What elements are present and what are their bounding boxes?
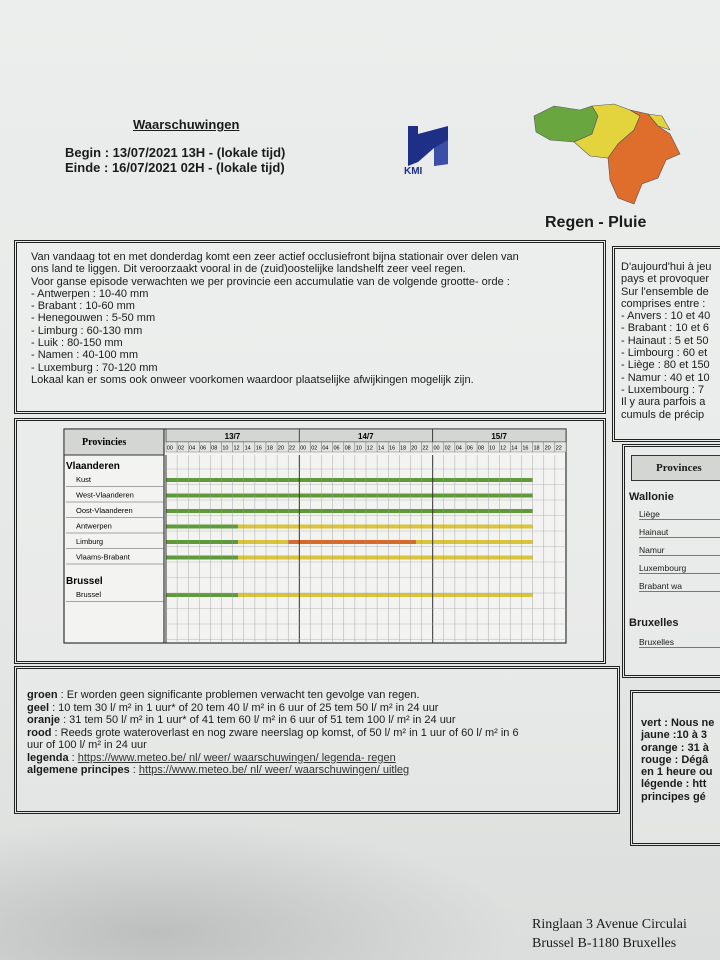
- warning-bar-geel: [238, 556, 532, 560]
- legend-fr-line: rouge : Dégâ: [641, 753, 709, 766]
- hour-label: 02: [311, 445, 318, 452]
- legend-geel: geel : 10 tem 30 l/ m² in 1 uur* of 20 tem 40 l/ m² in 6 uur of 25 tem 50 l/ m² in 24 uur: [27, 701, 439, 714]
- description-fr-line: - Namur : 40 et 10: [621, 371, 710, 384]
- provinces-header: Provinces: [631, 455, 720, 481]
- description-fr-line: Il y aura parfois a: [621, 396, 706, 409]
- warning-bar-groen: [166, 556, 238, 560]
- group-label-fr: Wallonie: [629, 491, 674, 503]
- end-time: Einde : 16/07/2021 02H - (lokale tijd): [65, 160, 285, 175]
- hour-label: 14: [377, 445, 385, 452]
- legend-box-fr: [630, 690, 720, 846]
- province-label: West-Vlaanderen: [76, 490, 134, 500]
- hour-label: 20: [411, 445, 418, 452]
- belgium-warning-map-icon: [530, 100, 690, 210]
- hour-label: 06: [466, 445, 473, 452]
- hour-label: 10: [489, 445, 496, 452]
- day-label: 15/7: [491, 432, 507, 441]
- page-title: Waarschuwingen: [133, 117, 240, 132]
- hour-label: 14: [511, 445, 518, 452]
- legend-fr-line: vert : Nous ne: [641, 717, 715, 729]
- hour-label: 14: [244, 445, 251, 452]
- province-label-fr: Luxembourg: [639, 563, 720, 574]
- hour-label: 12: [233, 445, 240, 452]
- warning-bar-groen: [166, 509, 533, 513]
- hour-label: 20: [277, 445, 285, 452]
- legend-fr: [641, 717, 714, 803]
- hour-label: 20: [544, 445, 551, 452]
- legend-fr-line: principes gé: [641, 790, 706, 803]
- hour-label: 00: [300, 445, 307, 452]
- province-label-fr: Bruxelles: [639, 637, 720, 648]
- hour-label: 10: [222, 445, 229, 452]
- timeline-chart-nl: [64, 429, 574, 653]
- warning-bar-groen: [166, 478, 533, 482]
- description-nl-line: Voor ganse episode verwachten we per provincie een accumulatie van de volgende grootte- orde :: [31, 275, 510, 288]
- description-nl-line: ons land te liggen. Dit veroorzaakt vooral in de (zuid)oostelijke landshelft zeer veel regen.: [31, 263, 466, 276]
- description-fr-line: - Liège : 80 et 150: [621, 359, 710, 372]
- description-fr-line: pays et provoquer: [621, 273, 710, 286]
- hour-label: 22: [289, 445, 296, 452]
- description-nl-line: - Antwerpen : 10-40 mm: [31, 287, 149, 300]
- description-fr-line: - Hainaut : 5 et 50: [621, 334, 709, 347]
- legend-groen: groen : Er worden geen significante problemen verwacht ten gevolge van regen.: [27, 689, 420, 701]
- province-label: Vlaams-Brabant: [76, 552, 130, 562]
- legend-fr-line: orange : 31 à: [641, 741, 709, 754]
- warning-bar-geel: [238, 540, 288, 544]
- address-line-1: Ringlaan 3 Avenue Circulai: [532, 917, 687, 932]
- hour-label: 04: [189, 445, 196, 452]
- legend-rood-cont: uur of 100 l/ m² in 24 uur: [27, 739, 147, 751]
- legend-nl: [27, 689, 519, 777]
- group-label: Vlaanderen: [66, 461, 120, 472]
- province-label: Brussel: [76, 590, 102, 599]
- legend-fr-line: légende : htt: [641, 778, 707, 791]
- description-fr-line: - Anvers : 10 et 40: [621, 310, 711, 323]
- province-label: Antwerpen: [76, 521, 112, 531]
- description-nl-line: - Luxemburg : 70-120 mm: [31, 361, 158, 374]
- description-nl-line: - Luik : 80-150 mm: [31, 337, 123, 350]
- hour-label: 00: [166, 445, 173, 452]
- description-fr-line: - Brabant : 10 et 6: [621, 322, 710, 335]
- legend-legenda: legenda : https://www.meteo.be/ nl/ weer/ waarschuwingen/ legenda- regen: [27, 751, 396, 764]
- hour-label: 08: [344, 445, 351, 452]
- province-label-fr: Namur: [639, 545, 720, 556]
- timeline-box-fr: [622, 444, 720, 678]
- hour-label: 06: [200, 445, 207, 452]
- province-label-fr: Hainaut: [639, 527, 720, 538]
- address: [532, 915, 687, 953]
- province-label-fr: Liège: [639, 509, 720, 520]
- hour-label: 08: [211, 445, 218, 452]
- description-nl-line: - Limburg : 60-130 mm: [31, 324, 143, 337]
- hour-label: 18: [400, 445, 407, 452]
- hour-label: 02: [444, 445, 451, 452]
- province-label: Oost-Vlaanderen: [76, 506, 133, 515]
- hour-label: 22: [555, 445, 562, 452]
- hour-label: 16: [389, 445, 396, 452]
- group-label-fr: Bruxelles: [629, 617, 679, 629]
- legend-fr-line: jaune :10 à 3: [641, 729, 708, 742]
- principes-link[interactable]: https://www.meteo.be/ nl/ weer/ waarschuwingen/ uitleg: [138, 764, 410, 776]
- description-box-fr: [612, 246, 720, 442]
- description-fr-line: comprises entre :: [621, 297, 706, 310]
- description-nl-line: Lokaal kan er soms ook onweer voorkomen waardoor plaatselijke afwijkingen mogelijk zijn.: [31, 373, 474, 386]
- province-label-fr: Brabant wa: [639, 581, 720, 592]
- day-label: 14/7: [358, 432, 374, 441]
- description-nl-line: Van vandaag tot en met donderdag komt een zeer actief occlusiefront bijna stationair over delen van: [31, 251, 519, 263]
- hour-label: 04: [455, 445, 462, 452]
- warning-bar-groen: [166, 494, 533, 498]
- warning-bar-groen: [166, 540, 238, 544]
- hour-label: 12: [366, 445, 373, 452]
- description-nl-line: - Namen : 40-100 mm: [31, 349, 138, 362]
- hour-label: 06: [333, 445, 340, 452]
- warning-period: [65, 145, 285, 175]
- description-box-nl: [14, 240, 606, 414]
- hour-label: 12: [500, 445, 507, 452]
- hour-label: 00: [433, 445, 440, 452]
- description-text-nl: [31, 251, 519, 386]
- province-label: Kust: [76, 475, 92, 484]
- hour-label: 16: [522, 445, 529, 452]
- warning-bar-geel: [238, 525, 532, 529]
- legenda-link[interactable]: https://www.meteo.be/ nl/ weer/ waarschuwingen/ legenda- regen: [77, 751, 396, 764]
- hour-label: 18: [533, 445, 540, 452]
- province-label: Limburg: [76, 537, 104, 546]
- group-label: Brussel: [66, 576, 103, 587]
- legend-rood: rood : Reeds grote wateroverlast en nog zware neerslag op komst, of 50 l/ m² in 1 uur of 60 l/ m² in 6: [27, 726, 519, 739]
- shadow: [0, 820, 520, 960]
- warning-bar-oranje: [288, 540, 416, 544]
- description-fr-line: - Limbourg : 60 et: [621, 347, 708, 360]
- provincies-header: Provincies: [82, 437, 127, 448]
- legend-principes: algemene principes : https://www.meteo.be/ nl/ weer/ waarschuwingen/ uitleg: [27, 764, 410, 776]
- legend-fr-line: en 1 heure ou: [641, 766, 713, 779]
- begin-time: Begin : 13/07/2021 13H - (lokale tijd): [65, 145, 286, 160]
- hour-label: 16: [255, 445, 262, 452]
- description-nl-line: - Brabant : 10-60 mm: [31, 300, 135, 313]
- description-fr-line: D'aujourd'hui à jeu: [621, 261, 712, 273]
- warning-bar-geel: [416, 540, 533, 544]
- description-fr-line: - Luxembourg : 7: [621, 383, 705, 396]
- day-label: 13/7: [224, 432, 241, 441]
- timeline-list-fr: [625, 447, 720, 675]
- warning-bar-geel: [238, 593, 532, 597]
- legend-oranje: oranje : 31 tem 50 l/ m² in 1 uur* of 41 tem 60 l/ m² in 6 uur of 51 tem 100 l/ m² in 24 uur: [27, 714, 456, 726]
- hour-label: 04: [322, 445, 329, 452]
- hour-label: 22: [422, 445, 429, 452]
- hour-label: 18: [266, 445, 273, 452]
- legend-box-nl: [14, 666, 620, 814]
- description-text-fr: [621, 261, 711, 421]
- hour-label: 10: [355, 445, 362, 452]
- hour-label: 02: [177, 445, 185, 452]
- description-nl-line: - Henegouwen : 5-50 mm: [31, 312, 156, 325]
- hazard-title: Regen - Pluie: [545, 214, 647, 231]
- logo-text: KMI: [404, 166, 423, 177]
- warning-bar-groen: [166, 525, 238, 529]
- hour-label: 08: [477, 445, 485, 452]
- address-line-2: Brussel B-1180 Bruxelles: [532, 936, 677, 951]
- timeline-box-nl: [14, 418, 606, 664]
- description-fr-line: cumuls de précip: [621, 408, 705, 421]
- warning-bar-groen: [166, 593, 238, 597]
- description-fr-line: Sur l'ensemble de: [621, 285, 709, 298]
